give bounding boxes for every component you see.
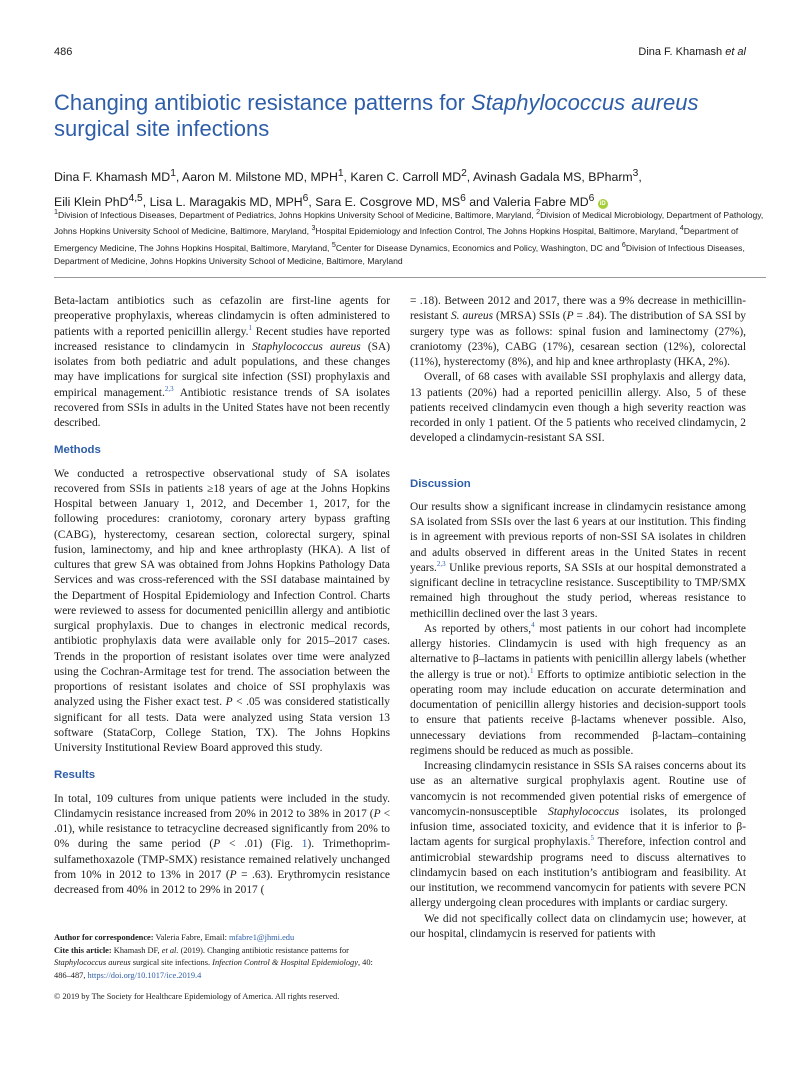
results-paragraph-1: In total, 109 cultures from unique patients were included in the study. Clindamycin resistance increased from 20% in 2012 to 38% in 2017 (P < .01), while resistance to tetracycline decreased significantly from 20% to 0% during the same period (P < .01) (Fig. 1). Trimethoprim-sulfamethoxazole (TMP-SMX) resistance remained relatively unchanged from 10% in 2012 to 13% in 2017 (P = .63). Erythromycin resistance decreased from 40% in 2012 to 29% in 2017 (	[54, 792, 390, 896]
results-paragraph-2: Overall, of 68 cases with available SSI prophylaxis and allergy data, 13 patients (20%) had a reported penicillin allergy. Also, 5 of these patients received clindamycin even though a high severity reaction was recorded in only 1 patient. Of the 5 patients who received clindamycin, 2 developed a clindamycin-resistant SA SSI.	[410, 371, 746, 445]
email-link[interactable]: mfabre1@jhmi.edu	[229, 933, 295, 942]
article-title: Changing antibiotic resistance patterns for Staphylococcus aureus surgical site infections	[54, 90, 699, 141]
intro-paragraph: Beta-lactam antibiotics such as cefazolin are first-line agents for preoperative prophylaxis, whereas clindamycin is often administered to patients with a reported penicillin allergy.$^1$ Recent studies have reported increased resistance to clindamycin in Staphylococcus aureus (SA) isolates from both pediatric and adult populations, and these changes may have implications for surgical site infection (SSI) prophylaxis and empirical management.$^{2,3}$ Antibiotic resistance trends of SA isolates recovered from SSIs in adults in the United States have not been recently described.	[54, 295, 391, 429]
results-heading: Results	[54, 769, 96, 782]
author-list: Dina F. Khamash $MD^1$, Aaron M. Milstone MD, MPH$^1$, Karen C. Carroll $MD^2$, Avinash Gadala MS, BPharm$^3$, Eili Klein PhD$^{4,5}$, Lisa L. Maragakis MD, MPH$^6$, Sara E. Cosgrove MD, $MS^6$ and Valeria Fabre $MD^6$ iD	[54, 168, 642, 210]
copyright-notice: © 2019 by The Society for Healthcare Epidemiology of America. All rights reserved.	[54, 992, 340, 1001]
doi-link[interactable]: https://doi.org/10.1017/ice.2019.4	[87, 970, 202, 980]
discussion-heading: Discussion	[410, 477, 471, 490]
figure-link[interactable]: 1	[301, 838, 308, 851]
discussion-paragraph-1: Our results show a significant increase in clindamycin resistance among SA isolated from SSIs over the last 6 years at our institution. This finding is in agreement with previous reports of non-SSI SA isolates in children and adults observed in different areas in the United States in recent years.$^{2,3}$ Unlike previous reports, SA SSIs at our hospital demonstrated a significant decline in tetracycline resistance. Susceptibility to TMP/SMX remained high throughout the study period, whereas resistance to methicillin declined over the last 3 years.	[410, 500, 746, 620]
discussion-paragraph-4: We did not specifically collect data on clindamycin use; however, at our hospital, clindamycin is reserved for patients with	[410, 912, 746, 940]
affiliations: $^1$Division of Infectious Diseases, Department of Pediatrics, Johns Hopkins University School of Medicine, Baltimore, Maryland, $^2$Division of Medical Microbiology, Department of Pathology, Johns Hopkins University School of Medicine, Baltimore, Maryland, $^3$Hospital Epidemiology and Infection Control, The Johns Hopkins Hospital, Baltimore, Maryland, $^4$Department of Emergency Medicine, The Johns Hopkins Hospital, Baltimore, Maryland, $^5$Center for Disease Dynamics, Economics and Policy, Washington, DC and $^6$Division of Infectious Diseases, Department of Medicine, Johns Hopkins University School of Medicine, Baltimore, Maryland	[54, 208, 764, 267]
discussion-paragraph-2: As reported by others,$^4$ most patients in our cohort had incomplete allergy histories. Clindamycin is used with high frequency as an alternative to β–lactams in patients with penicillin allergy labels (whether the allergy is true or not).$^1$ Efforts to optimize antibiotic selection in the operating room may include education on accurate determination and documentation of penicillin allergy histories and decision-support tools to ensure that patients receive β-lactams whenever possible. Also, unnecessary deviations from recommended β-lactam–containing regimens should be reduced as much as possible.	[410, 620, 746, 757]
correspondence-note: Author for correspondence: Valeria Fabre, Email: mfabre1@jhmi.edu	[54, 933, 295, 942]
footnote	[54, 932, 384, 982]
methods-heading: Methods	[54, 444, 101, 457]
header-divider	[54, 277, 766, 278]
orcid-icon[interactable]: iD	[599, 201, 606, 208]
results-paragraph-1-cont: = .18). Between 2012 and 2017, there was a 9% decrease in methicillin-resistant S. aureus (MRSA) SSIs (P = .84). The distribution of SA SSI by surgery type was as follows: spinal fusion and laminectomy (27%), craniotomy (23%), CABG (17%), cesarean section (12%), colorectal (11%), hysterectomy (8%), and hip and knee arthroplasty (HKA, 2%).	[410, 295, 747, 368]
right-column	[410, 294, 746, 942]
citation-note: Cite this article: Khamash DF, et al. (2019). Changing antibiotic resistance patterns for Staphylococcus aureus surgical site infections. Infection Control & Hospital Epidemiology, 40: 486–487, https://doi.org/10.1017/ice.2019.4	[54, 945, 373, 980]
discussion-paragraph-3: Increasing clindamycin resistance in SSIs SA raises concerns about its use as an alternative surgical prophylaxis agent. Routine use of vancomycin is not recommended given potential risks of emergence of vancomycin-nonsusceptible Staphylococcus isolates, its prolonged infusion time, associated toxicity, and evidence that it is inferior to β-lactam agents for surgical prophylaxis.$^5$ Therefore, infection control and antimicrobial stewardship programs need to discuss alternatives to clindamycin based on each institution’s antibiogram and feasibility. At our institution, we recommend vancomycin for patients with severe PCN allergy undergoing clean procedures with implants or cardiac surgery.	[410, 760, 746, 910]
methods-paragraph: We conducted a retrospective observational study of SA isolates recovered from SSIs in patients ≥18 years of age at the Johns Hopkins Hospital between January 1, 2012, and December 1, 2017, for the following procedures: craniotomy, coronary artery bypass grafting (CABG), hysterectomy, cesarean section, colorectal surgery, spinal fusion, laminectomy, and hip and knee arthroplasty (HKA). A list of cultures that grew SA was obtained from Johns Hopkins Pathology Data Services and was cross-referenced with the SSI database maintained by the Department of Hospital Epidemiology and Infection Control. Charts were reviewed to assess for documented penicillin allergy and antibiotic surgical prophylaxis. Due to changes in electronic medical records, antibiotic prophylaxis data were available only for 2015–2017 cases. Trends in the proportion of resistant isolates over time were analyzed using the Cochran-Armitage test for trend. The association between the proportions of resistant isolates and choice of SSI prophylaxis was analyzed using the Fisher exact test. P < .05 was considered statistically significant for all tests. Data were analyzed using Stata version 13 software (StataCorp, College Station, TX). The Johns Hopkins University Institutional Review Board approved this study.	[54, 467, 390, 754]
left-column	[54, 294, 390, 898]
running-author: Dina F. Khamash et al	[638, 46, 746, 58]
page-number: 486	[54, 46, 73, 58]
running-header	[54, 46, 746, 62]
